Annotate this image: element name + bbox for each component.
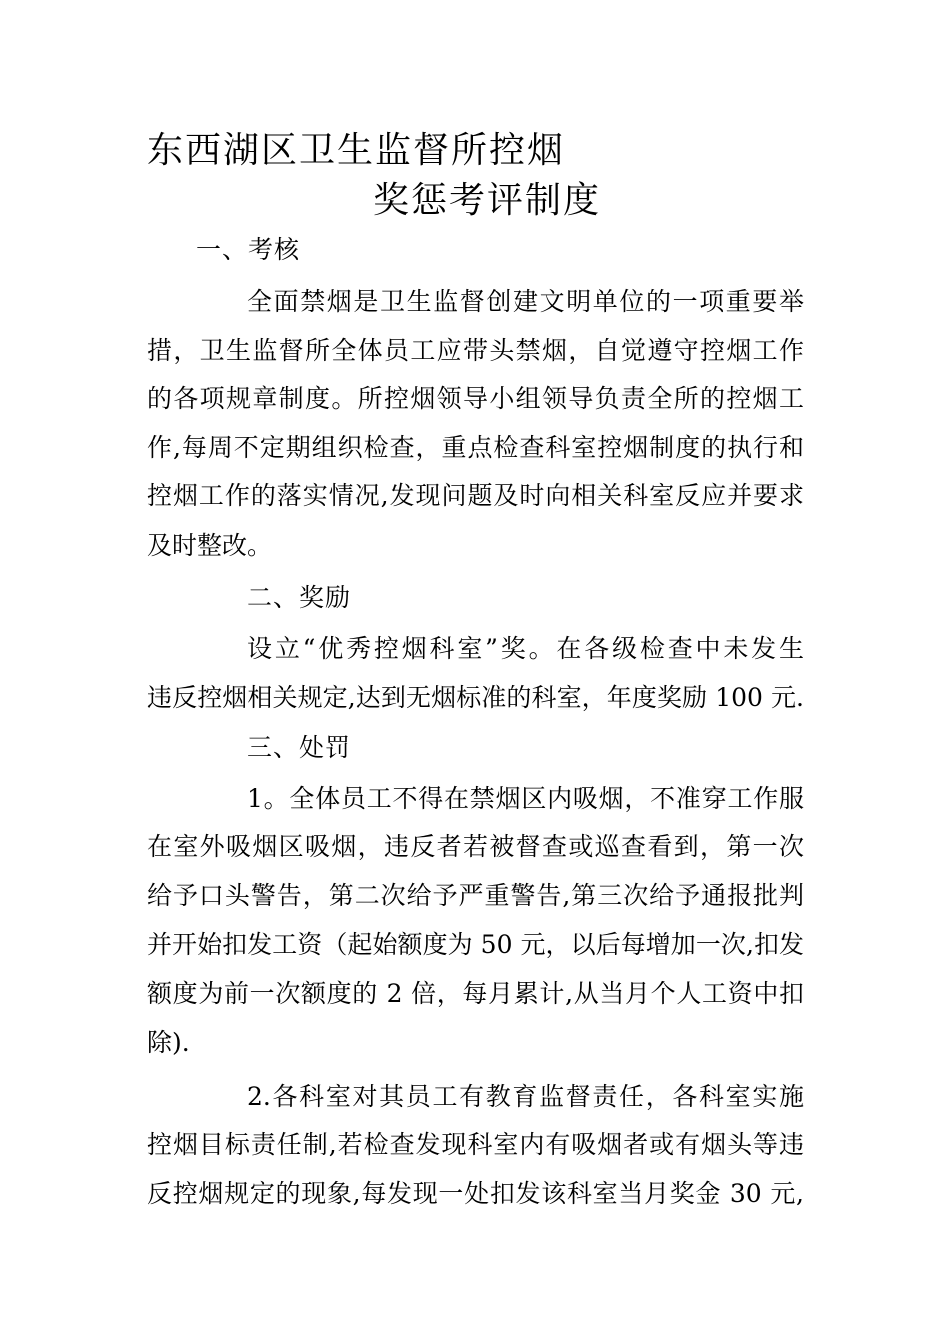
paragraph-line: 设立“优秀控烟科室”奖。在各级检查中未发生 xyxy=(247,634,804,663)
section-heading-assessment: 一、考核 xyxy=(196,235,301,264)
paragraph-line: 额度为前一次额度的 2 倍，每月累计,从当月个人工资中扣 xyxy=(147,979,804,1008)
paragraph-line: 2.各科室对其员工有教育监督责任，各科室实施 xyxy=(247,1082,804,1111)
paragraph-line: 在室外吸烟区吸烟，违反者若被督查或巡查看到，第一次 xyxy=(147,832,804,861)
paragraph-line: 1。全体员工不得在禁烟区内吸烟，不准穿工作服 xyxy=(247,784,804,813)
paragraph-line: 及时整改。 xyxy=(147,531,273,560)
paragraph-line: 作,每周不定期组织检查，重点检查科室控烟制度的执行和 xyxy=(147,433,804,462)
document-title-line-1: 东西湖区卫生监督所控烟 xyxy=(147,130,566,171)
paragraph-line: 措，卫生监督所全体员工应带头禁烟，自觉遵守控烟工作 xyxy=(147,336,804,365)
paragraph-line: 控烟工作的落实情况,发现问题及时向相关科室反应并要求 xyxy=(147,481,804,510)
paragraph-line: 并开始扣发工资（起始额度为 50 元，以后每增加一次,扣发 xyxy=(147,930,804,959)
paragraph-line: 给予口头警告，第二次给予严重警告,第三次给予通报批判 xyxy=(147,881,804,910)
paragraph-line: 违反控烟相关规定,达到无烟标准的科室，年度奖励 100 元. xyxy=(147,683,804,712)
paragraph-line: 控烟目标责任制,若检查发现科室内有吸烟者或有烟头等违 xyxy=(147,1130,804,1159)
section-heading-penalty: 三、处罚 xyxy=(247,733,352,762)
section-heading-reward: 二、奖励 xyxy=(247,583,352,612)
paragraph-line: 全面禁烟是卫生监督创建文明单位的一项重要举 xyxy=(247,287,804,316)
paragraph-line: 反控烟规定的现象,每发现一处扣发该科室当月奖金 30 元, xyxy=(147,1179,804,1208)
paragraph-line: 的各项规章制度。所控烟领导小组领导负责全所的控烟工 xyxy=(147,384,804,413)
paragraph-line: 除). xyxy=(147,1028,190,1057)
document-title-line-2: 奖惩考评制度 xyxy=(373,180,602,221)
